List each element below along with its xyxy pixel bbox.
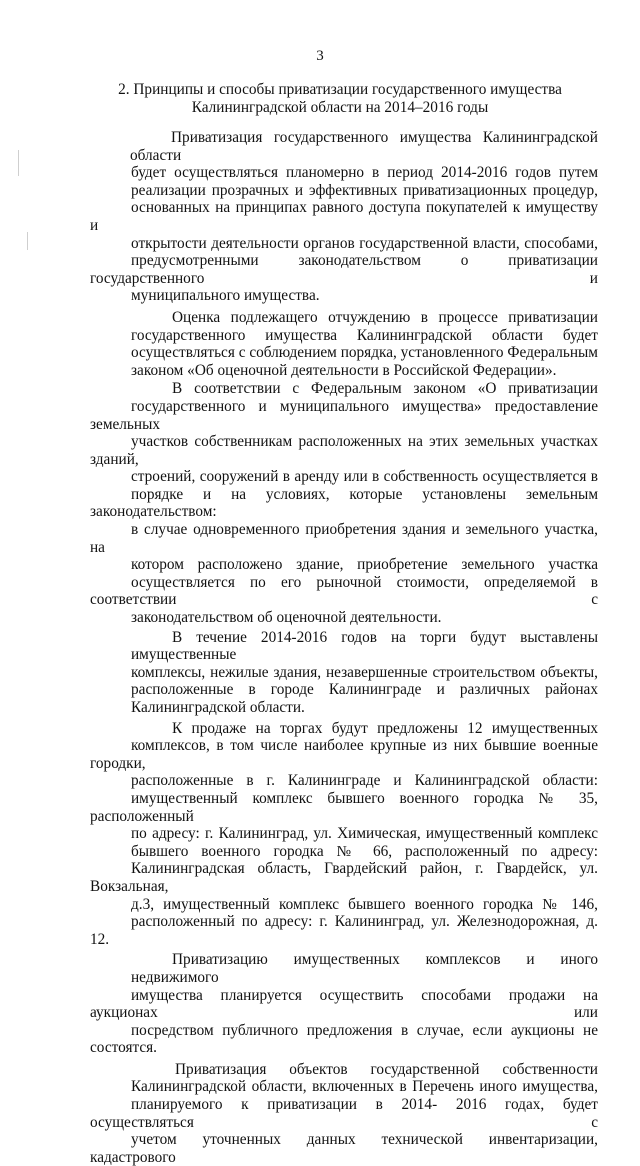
paragraph-line: расположенные в г. Калининграде и Калининградской области: (131, 772, 598, 790)
paragraph-line: осуществляется по его рыночной стоимости, определяемой в соответствии с (90, 573, 598, 609)
paragraph-line: порядке и на условиях, которые установлены земельным законодательством: (90, 485, 598, 521)
paragraph-line: законодательством об оценочной деятельности. (131, 609, 442, 627)
document-body (90, 129, 598, 1166)
paragraph-line: Калининградской области. (131, 699, 305, 716)
paragraph-line: посредством публичного предложения в случае, если аукционы не состоятся. (90, 1021, 598, 1057)
paragraph-line: по адресу: г. Калининград, ул. Химическая, имущественный комплекс (131, 825, 598, 843)
paragraph-line: государственного имущества Калининградской области будет (131, 326, 598, 344)
paragraph-line: котором расположено здание, приобретение земельного участка (131, 556, 598, 574)
paragraph-line: В соответствии с Федеральным законом «О приватизации (172, 380, 598, 398)
paragraph-line: расположенные в городе Калининграде и различных районах (131, 681, 598, 699)
paragraph-line: предусмотренными законодательством о приватизации государственного и (90, 252, 598, 287)
paragraph-line: В течение 2014-2016 годов на торги будут выставлены имущественные (131, 628, 598, 664)
paragraph-line: имущества планируется осуществить способами продажи на аукционах или (90, 986, 598, 1022)
paragraph (90, 309, 598, 379)
paragraph-line: открытости деятельности органов государственной власти, способами, (131, 234, 598, 252)
paragraph-line: комплексы, нежилые здания, незавершенные строительством объекты, (131, 663, 598, 681)
paragraph-line: Приватизация объектов государственной собственности (175, 1060, 598, 1078)
paragraph-line: расположенный по адресу: г. Калининград, ул. Железнодорожная, д. 12. (90, 913, 598, 948)
paragraph-line: законом «Об оценочной деятельности в Российской Федерации». (131, 361, 557, 379)
section-title (60, 81, 620, 117)
paragraph-line: Приватизацию имущественных комплексов и иного недвижимого (131, 951, 598, 986)
paragraph-line: учетом уточненных данных технической инвентаризации, кадастрового (90, 1131, 598, 1166)
paragraph-line: в случае одновременного приобретения здания и земельного участка, на (90, 521, 598, 556)
paragraph (90, 129, 598, 305)
paragraph-line: К продаже на торгах будут предложены 12 имущественных (172, 719, 598, 737)
paragraph-line: государственного и муниципального имущества» предоставление земельных (90, 397, 598, 433)
paragraph (90, 1061, 598, 1166)
paragraph-line: Калининградской области, включенных в Перечень иного имущества, (131, 1078, 598, 1096)
paragraph-line: Оценка подлежащего отчуждению в процессе приватизации (172, 308, 598, 326)
paragraph (90, 720, 598, 949)
paragraph-line: основанных на принципах равного доступа покупателей к имуществу и (90, 199, 598, 234)
paragraph-line: осуществляться с соблюдением порядка, установленного Федеральным (131, 344, 598, 362)
section-title-line-1: 2. Принципы и способы приватизации государственного имущества (118, 81, 562, 98)
scan-artifact (27, 232, 28, 250)
paragraph-line: Калининградская область, Гвардейский район, г. Гвардейск, ул. Вокзальная, (90, 860, 598, 895)
paragraph (90, 380, 598, 626)
page-number: 3 (316, 48, 324, 64)
paragraph-line: реализации прозрачных и эффективных приватизационных процедур, (131, 181, 598, 199)
paragraph-line: участков собственникам расположенных на этих земельных участках зданий, (90, 433, 598, 468)
paragraph-line: строений, сооружений в аренду или в собственность осуществляется в (131, 468, 598, 486)
paragraph-line: д.3, имущественный комплекс бывшего военного городка № 146, (131, 895, 598, 913)
scan-artifact (18, 150, 19, 176)
paragraph (90, 951, 598, 1057)
paragraph-line: бывшего военного городка № 66, расположенный по адресу: (131, 842, 598, 860)
section-title-line-2: Калининградской области на 2014–2016 годы (191, 99, 489, 116)
paragraph-line: муниципального имущества. (131, 287, 320, 305)
paragraph-line: имущественный комплекс бывшего военного городка № 35, расположенный (90, 789, 598, 825)
paragraph-line: Приватизация государственного имущества Калининградской области (130, 129, 598, 164)
paragraph-line: комплексов, в том числе наиболее крупные из них бывшие военные городки, (90, 737, 598, 772)
paragraph (90, 629, 598, 717)
paragraph-line: планируемого к приватизации в 2014- 2016 годах, будет осуществляться с (90, 1096, 598, 1131)
paragraph-line: будет осуществляться планомерно в период 2014-2016 годов путем (131, 164, 598, 182)
